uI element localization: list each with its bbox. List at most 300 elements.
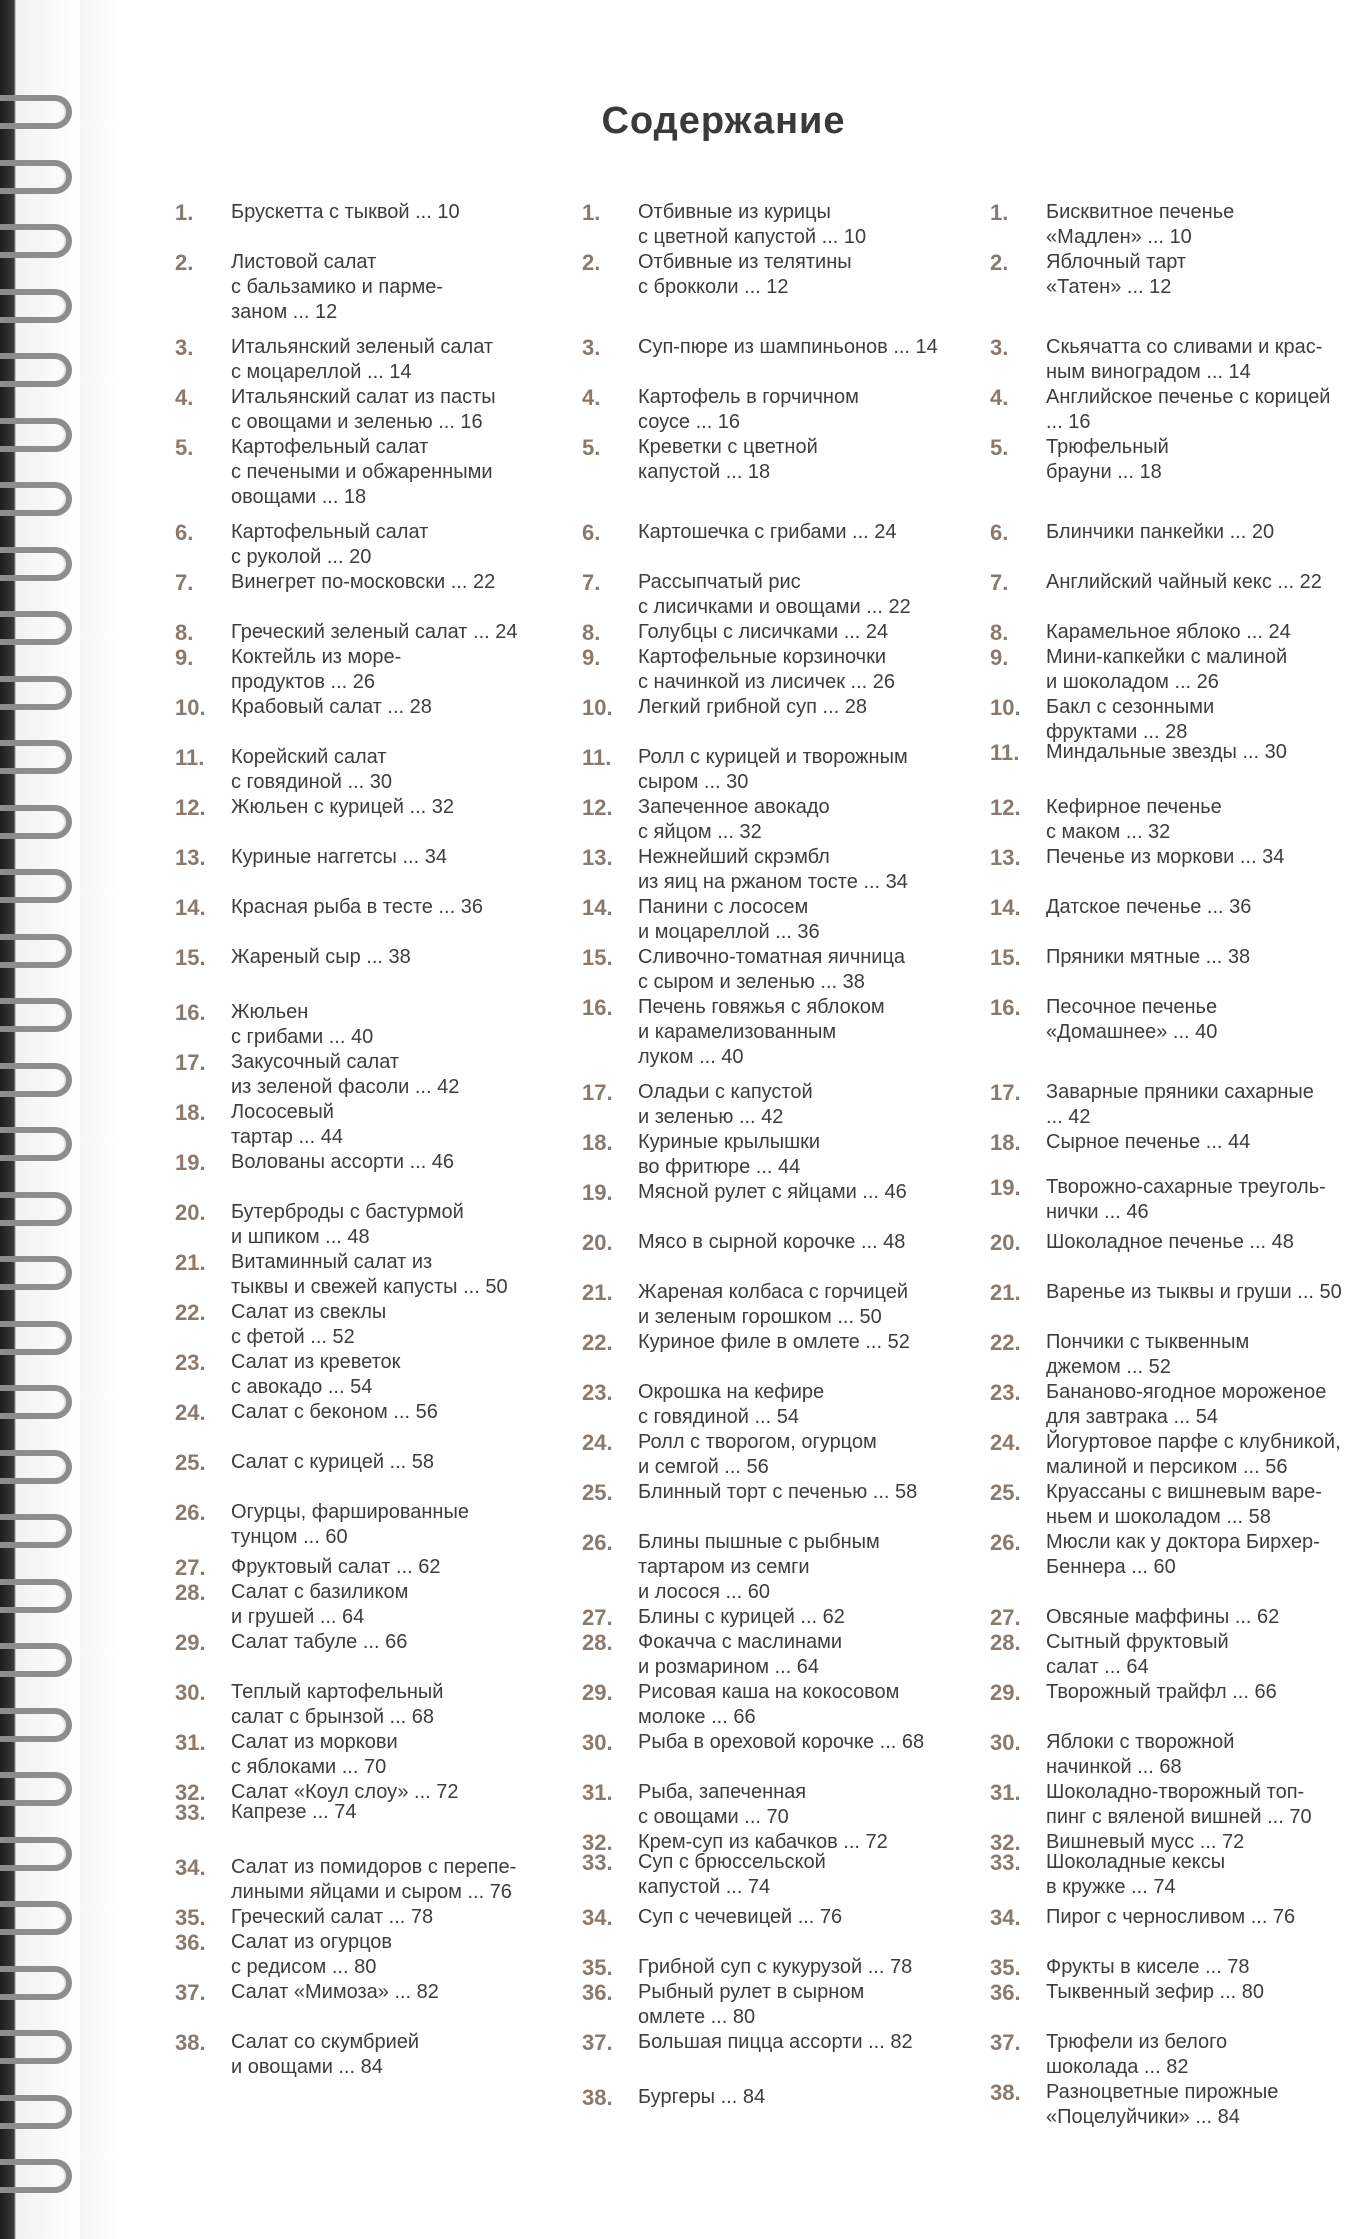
entry-number: 9.	[990, 645, 1009, 670]
contents-entry	[175, 1400, 555, 1425]
entry-number: 16.	[175, 1000, 206, 1025]
entry-number: 28.	[175, 1580, 206, 1605]
contents-entry	[175, 1350, 555, 1400]
contents-entry	[990, 1955, 1360, 1980]
entry-title: Куриные крылышки во фритюре ... 44	[638, 1131, 821, 1178]
entry-number: 16.	[582, 995, 613, 1020]
entry-number: 3.	[582, 335, 601, 360]
binding-ring	[0, 547, 72, 581]
entry-number: 29.	[990, 1680, 1021, 1705]
entry-number: 5.	[582, 435, 601, 460]
contents-entry	[990, 1380, 1360, 1430]
entry-title: Лососевый тартар ... 44	[231, 1101, 343, 1148]
contents-entry	[582, 1780, 962, 1830]
entry-number: 13.	[582, 845, 613, 870]
entry-title: Суп с брюссельской капустой ... 74	[638, 1851, 826, 1898]
entry-title: Картошечка с грибами ... 24	[638, 521, 897, 543]
binding-ring	[0, 482, 72, 516]
entry-title: Итальянский салат из пасты с овощами и зеленью ... 16	[231, 386, 496, 433]
entry-title: Мини-капкейки с малиной и шоколадом ... 26	[1046, 646, 1288, 693]
entry-title: Листовой салат с бальзамико и парме- заном ... 12	[231, 251, 443, 323]
entry-number: 7.	[990, 570, 1009, 595]
contents-entry	[175, 200, 555, 225]
contents-entry	[990, 1230, 1360, 1255]
entry-title: Коктейль из море- продуктов ... 26	[231, 646, 402, 693]
entry-number: 19.	[990, 1175, 1021, 1200]
binding-ring	[0, 611, 72, 645]
contents-entry	[175, 795, 555, 820]
contents-entry	[175, 1555, 555, 1580]
entry-title: Корейский салат с говядиной ... 30	[231, 746, 392, 793]
entry-number: 3.	[990, 335, 1009, 360]
contents-entry	[582, 1480, 962, 1505]
binding-ring	[0, 998, 72, 1032]
contents-entry	[582, 435, 962, 485]
binding-ring	[0, 418, 72, 452]
entry-number: 10.	[582, 695, 613, 720]
contents-entry	[990, 1175, 1360, 1225]
entry-number: 23.	[990, 1380, 1021, 1405]
entry-title: Творожный трайфл ... 66	[1046, 1681, 1277, 1703]
entry-number: 5.	[175, 435, 194, 460]
binding-ring	[0, 869, 72, 903]
entry-number: 6.	[582, 520, 601, 545]
contents-entry	[582, 745, 962, 795]
binding-ring	[0, 1901, 72, 1935]
binding-ring	[0, 353, 72, 387]
entry-title: Рыба, запеченная с овощами ... 70	[638, 1781, 807, 1828]
entry-title: Грибной суп с кукурузой ... 78	[638, 1956, 913, 1978]
binding-ring	[0, 1708, 72, 1742]
entry-number: 21.	[990, 1280, 1021, 1305]
entry-number: 2.	[582, 250, 601, 275]
entry-number: 37.	[582, 2030, 613, 2055]
entry-title: Волованы ассорти ... 46	[231, 1151, 455, 1173]
contents-entry	[175, 1980, 555, 2005]
entry-number: 7.	[175, 570, 194, 595]
contents-entry	[990, 845, 1360, 870]
contents-entry	[175, 1855, 555, 1905]
contents-entry	[582, 1080, 962, 1130]
entry-number: 4.	[175, 385, 194, 410]
entry-number: 8.	[175, 620, 194, 645]
contents-entry	[990, 2030, 1360, 2080]
entry-title: Итальянский зеленый салат с моцареллой ... 14	[231, 336, 494, 383]
contents-entry	[175, 1930, 555, 1980]
entry-number: 10.	[175, 695, 206, 720]
contents-entry	[582, 1680, 962, 1730]
contents-entry	[582, 645, 962, 695]
entry-number: 1.	[582, 200, 601, 225]
contents-entry	[582, 520, 962, 545]
contents-entry	[175, 1450, 555, 1475]
contents-entry	[990, 695, 1360, 745]
entry-title: Тыквенный зефир ... 80	[1046, 1981, 1265, 2003]
entry-title: Отбивные из телятины с брокколи ... 12	[638, 251, 852, 298]
contents-entry	[990, 645, 1360, 695]
contents-entry	[582, 1850, 962, 1900]
entry-title: Шоколадно-творожный топ- пинг с вяленой вишней ... 70	[1046, 1781, 1312, 1828]
contents-entry	[990, 435, 1360, 485]
entry-number: 9.	[582, 645, 601, 670]
entry-title: Жюльен с грибами ... 40	[231, 1001, 374, 1048]
entry-number: 31.	[175, 1730, 206, 1755]
contents-entry	[990, 1630, 1360, 1680]
entry-number: 20.	[175, 1200, 206, 1225]
contents-entry	[990, 1480, 1360, 1530]
contents-page	[80, 0, 1367, 2239]
entry-title: Рыба в ореховой корочке ... 68	[638, 1731, 925, 1753]
entry-title: Карамельное яблоко ... 24	[1046, 621, 1291, 643]
entry-title: Яблоки с творожной начинкой ... 68	[1046, 1731, 1235, 1778]
entry-number: 29.	[175, 1630, 206, 1655]
contents-entry	[990, 1730, 1360, 1780]
entry-title: Бананово-ягодное мороженое для завтрака ... 54	[1046, 1381, 1327, 1428]
contents-entry	[175, 1050, 555, 1100]
entry-title: Греческий салат ... 78	[231, 1906, 434, 1928]
entry-number: 34.	[582, 1905, 613, 1930]
contents-entry	[582, 695, 962, 720]
contents-entry	[582, 570, 962, 620]
entry-number: 8.	[582, 620, 601, 645]
entry-number: 18.	[175, 1100, 206, 1125]
contents-entry	[990, 520, 1360, 545]
entry-title: Красная рыба в тесте ... 36	[231, 896, 483, 918]
entry-title: Сырное печенье ... 44	[1046, 1131, 1251, 1153]
binding-ring	[0, 160, 72, 194]
contents-entry	[990, 2080, 1360, 2130]
entry-title: Мюсли как у доктора Бирхер- Беннера ... 60	[1046, 1531, 1320, 1578]
entry-title: Пирог с черносливом ... 76	[1046, 1906, 1296, 1928]
contents-entry	[582, 250, 962, 300]
entry-title: Жареная колбаса с горчицей и зеленым горошком ... 50	[638, 1281, 909, 1328]
contents-entry	[175, 385, 555, 435]
entry-number: 19.	[582, 1180, 613, 1205]
contents-entry	[582, 1630, 962, 1680]
binding-ring	[0, 95, 72, 129]
contents-entry	[990, 200, 1360, 250]
contents-entry	[175, 645, 555, 695]
contents-entry	[582, 1955, 962, 1980]
entry-number: 11.	[175, 745, 205, 770]
entry-title: Окрошка на кефире с говядиной ... 54	[638, 1381, 825, 1428]
entry-title: Рыбный рулет в сырном омлете ... 80	[638, 1981, 865, 2028]
contents-entry	[990, 1130, 1360, 1155]
entry-title: Ролл с курицей и творожным сыром ... 30	[638, 746, 908, 793]
entry-number: 26.	[175, 1500, 206, 1525]
entry-title: Креветки с цветной капустой ... 18	[638, 436, 818, 483]
binding-ring	[0, 2159, 72, 2193]
entry-title: Жареный сыр ... 38	[231, 946, 411, 968]
contents-entry	[990, 1850, 1360, 1900]
contents-entry	[175, 1500, 555, 1550]
contents-entry	[990, 570, 1360, 595]
contents-entry	[582, 1130, 962, 1180]
contents-entry	[582, 895, 962, 945]
contents-entry	[175, 2030, 555, 2080]
contents-entry	[582, 1180, 962, 1205]
entry-title: Салат с курицей ... 58	[231, 1451, 435, 1473]
entry-title: Творожно-сахарные треуголь- нички ... 46	[1046, 1176, 1326, 1223]
contents-entry	[175, 1150, 555, 1175]
entry-title: Блинчики панкейки ... 20	[1046, 521, 1275, 543]
entry-title: Брускетта с тыквой ... 10	[231, 201, 460, 223]
entry-number: 2.	[990, 250, 1009, 275]
entry-number: 30.	[990, 1730, 1021, 1755]
entry-number: 7.	[582, 570, 601, 595]
entry-title: Салат табуле ... 66	[231, 1631, 408, 1653]
entry-title: Салат из креветок с авокадо ... 54	[231, 1351, 401, 1398]
entry-number: 28.	[582, 1630, 613, 1655]
entry-title: Салат с беконом ... 56	[231, 1401, 438, 1423]
entry-title: Бисквитное печенье «Мадлен» ... 10	[1046, 201, 1235, 248]
contents-entry	[582, 335, 962, 360]
entry-number: 34.	[990, 1905, 1021, 1930]
entry-title: Теплый картофельный салат с брынзой ... 68	[231, 1681, 444, 1728]
entry-title: Нежнейший скрэмбл из яиц на ржаном тосте ... 34	[638, 846, 908, 893]
entry-number: 31.	[582, 1780, 613, 1805]
binding-ring	[0, 1256, 72, 1290]
entry-number: 17.	[990, 1080, 1021, 1105]
entry-number: 34.	[175, 1855, 206, 1880]
binding-ring	[0, 676, 72, 710]
entry-number: 17.	[175, 1050, 206, 1075]
entry-title: Шоколадные кексы в кружке ... 74	[1046, 1851, 1226, 1898]
contents-entry	[990, 335, 1360, 385]
entry-number: 29.	[582, 1680, 613, 1705]
entry-number: 26.	[582, 1530, 613, 1555]
entry-number: 11.	[582, 745, 612, 770]
contents-entry	[175, 570, 555, 595]
entry-number: 35.	[582, 1955, 613, 1980]
entry-number: 4.	[990, 385, 1009, 410]
binding-ring	[0, 1837, 72, 1871]
entry-title: Мясо в сырной корочке ... 48	[638, 1231, 906, 1253]
entry-number: 12.	[175, 795, 206, 820]
entry-title: Картофель в горчичном соусе ... 16	[638, 386, 859, 433]
entry-title: Огурцы, фаршированные тунцом ... 60	[231, 1501, 469, 1548]
entry-number: 27.	[175, 1555, 206, 1580]
entry-number: 23.	[582, 1380, 613, 1405]
entry-title: Жюльен с курицей ... 32	[231, 796, 454, 818]
entry-number: 37.	[990, 2030, 1021, 2055]
contents-entry	[175, 520, 555, 570]
entry-title: Мясной рулет с яйцами ... 46	[638, 1181, 907, 1203]
entry-number: 21.	[175, 1250, 206, 1275]
entry-title: Бакл с сезонными фруктами ... 28	[1046, 696, 1215, 743]
contents-entry	[175, 1200, 555, 1250]
entry-number: 4.	[582, 385, 601, 410]
contents-entry	[990, 1905, 1360, 1930]
contents-entry	[582, 795, 962, 845]
contents-entry	[582, 1530, 962, 1605]
entry-title: Запеченное авокадо с яйцом ... 32	[638, 796, 830, 843]
contents-entry	[582, 1605, 962, 1630]
entry-number: 30.	[175, 1680, 206, 1705]
contents-entry	[175, 1300, 555, 1350]
binding-ring	[0, 224, 72, 258]
entry-number: 38.	[175, 2030, 206, 2055]
entry-title: Большая пицца ассорти ... 82	[638, 2031, 913, 2053]
entry-title: Разноцветные пирожные «Поцелуйчики» ... 84	[1046, 2081, 1279, 2128]
entry-title: Голубцы с лисичками ... 24	[638, 621, 889, 643]
entry-title: Рисовая каша на кокосовом молоке ... 66	[638, 1681, 900, 1728]
binding-ring	[0, 1127, 72, 1161]
contents-entry	[175, 745, 555, 795]
binding-ring	[0, 934, 72, 968]
entry-title: Круассаны с вишневым варе- ньем и шоколадом ... 58	[1046, 1481, 1322, 1528]
entry-number: 17.	[582, 1080, 613, 1105]
binding-ring	[0, 1772, 72, 1806]
contents-entry	[175, 1100, 555, 1150]
entry-title: Фруктовый салат ... 62	[231, 1556, 441, 1578]
contents-entry	[582, 1330, 962, 1355]
entry-title: Яблочный тарт «Татен» ... 12	[1046, 251, 1187, 298]
contents-entry	[175, 1630, 555, 1655]
entry-title: Крабовый салат ... 28	[231, 696, 432, 718]
entry-number: 25.	[582, 1480, 613, 1505]
contents-entry	[175, 620, 555, 645]
contents-entry	[990, 1330, 1360, 1380]
entry-number: 27.	[582, 1605, 613, 1630]
entry-title: Суп-пюре из шампиньонов ... 14	[638, 336, 938, 358]
entry-title: Фрукты в киселе ... 78	[1046, 1956, 1250, 1978]
contents-entry	[175, 250, 555, 325]
contents-entry	[175, 335, 555, 385]
entry-number: 1.	[990, 200, 1009, 225]
entry-number: 14.	[175, 895, 206, 920]
entry-number: 23.	[175, 1350, 206, 1375]
contents-entry	[990, 1980, 1360, 2005]
contents-entry	[175, 1905, 555, 1930]
entry-title: Блины с курицей ... 62	[638, 1606, 845, 1628]
entry-number: 37.	[175, 1980, 206, 2005]
entry-title: Варенье из тыквы и груши ... 50	[1046, 1281, 1342, 1303]
entry-number: 24.	[990, 1430, 1021, 1455]
entry-number: 25.	[990, 1480, 1021, 1505]
entry-title: Салат со скумбрией и овощами ... 84	[231, 2031, 420, 2078]
entry-number: 6.	[175, 520, 194, 545]
entry-title: Сливочно-томатная яичница с сыром и зеленью ... 38	[638, 946, 906, 993]
entry-number: 18.	[582, 1130, 613, 1155]
contents-entry	[990, 1605, 1360, 1630]
contents-entry	[582, 945, 962, 995]
entry-title: Картофельный салат с руколой ... 20	[231, 521, 429, 568]
entry-title: Заварные пряники сахарные ... 42	[1046, 1081, 1314, 1128]
entry-title: Бутерброды с бастурмой и шпиком ... 48	[231, 1201, 464, 1248]
binding-ring	[0, 2095, 72, 2129]
entry-title: Датское печенье ... 36	[1046, 896, 1252, 918]
contents-entry	[175, 1580, 555, 1630]
entry-number: 27.	[990, 1605, 1021, 1630]
entry-title: Печенье из моркови ... 34	[1046, 846, 1285, 868]
entry-number: 1.	[175, 200, 194, 225]
entry-title: Салат «Мимоза» ... 82	[231, 1981, 439, 2003]
entry-title: Скьячатта со сливами и крас- ным виноградом ... 14	[1046, 336, 1323, 383]
entry-number: 33.	[175, 1800, 206, 1825]
contents-entry	[990, 250, 1360, 300]
contents-entry	[582, 2085, 962, 2110]
contents-entry	[582, 200, 962, 250]
entry-title: Йогуртовое парфе с клубникой, малиной и персиком ... 56	[1046, 1431, 1341, 1478]
entry-title: Оладьи с капустой и зеленью ... 42	[638, 1081, 813, 1128]
binding-ring	[0, 1321, 72, 1355]
entry-number: 10.	[990, 695, 1021, 720]
contents-entry	[175, 695, 555, 720]
entry-number: 9.	[175, 645, 194, 670]
entry-number: 32.	[582, 1830, 613, 1855]
entry-title: Салат из свеклы с фетой ... 52	[231, 1301, 387, 1348]
entry-title: Английское печенье с корицей ... 16	[1046, 386, 1331, 433]
contents-entry	[990, 385, 1360, 435]
contents-entry	[582, 385, 962, 435]
entry-title: Трюфельный брауни ... 18	[1046, 436, 1169, 483]
contents-entry	[175, 435, 555, 510]
entry-title: Фокачча с маслинами и розмарином ... 64	[638, 1631, 843, 1678]
entry-number: 38.	[990, 2080, 1021, 2105]
contents-entry	[582, 995, 962, 1070]
entry-number: 35.	[175, 1905, 206, 1930]
binding-ring	[0, 2030, 72, 2064]
entry-number: 22.	[582, 1330, 613, 1355]
binding-ring	[0, 1579, 72, 1613]
contents-entry	[582, 1230, 962, 1255]
binding-ring	[0, 1450, 72, 1484]
binding-ring	[0, 805, 72, 839]
entry-number: 25.	[175, 1450, 206, 1475]
contents-entry	[582, 1980, 962, 2030]
entry-number: 13.	[990, 845, 1021, 870]
contents-entry	[582, 620, 962, 645]
contents-entry	[990, 945, 1360, 970]
entry-number: 12.	[582, 795, 613, 820]
contents-entry	[582, 1280, 962, 1330]
entry-title: Греческий зеленый салат ... 24	[231, 621, 518, 643]
entry-number: 22.	[175, 1300, 206, 1325]
entry-title: Ролл с творогом, огурцом и семгой ... 56	[638, 1431, 877, 1478]
entry-number: 35.	[990, 1955, 1021, 1980]
entry-number: 36.	[582, 1980, 613, 2005]
entry-title: Печень говяжья с яблоком и карамелизованным луком ... 40	[638, 996, 885, 1068]
entry-title: Английский чайный кекс ... 22	[1046, 571, 1322, 593]
entry-number: 28.	[990, 1630, 1021, 1655]
contents-entry	[175, 1730, 555, 1780]
entry-number: 16.	[990, 995, 1021, 1020]
entry-title: Блины пышные с рыбным тартаром из семги и лосося ... 60	[638, 1531, 880, 1603]
contents-entry	[582, 1380, 962, 1430]
entry-number: 19.	[175, 1150, 206, 1175]
entry-title: Куриное филе в омлете ... 52	[638, 1331, 910, 1353]
entry-number: 38.	[582, 2085, 613, 2110]
binding-ring	[0, 740, 72, 774]
contents-entry	[175, 1000, 555, 1050]
contents-entry	[582, 1730, 962, 1755]
entry-number: 12.	[990, 795, 1021, 820]
entry-number: 30.	[582, 1730, 613, 1755]
entry-number: 36.	[990, 1980, 1021, 2005]
contents-entry	[990, 740, 1360, 765]
page-title: Содержание	[601, 100, 846, 142]
entry-title: Трюфели из белого шоколада ... 82	[1046, 2031, 1228, 2078]
binding-ring	[0, 1063, 72, 1097]
contents-entry	[175, 1680, 555, 1730]
entry-title: Песочное печенье «Домашнее» ... 40	[1046, 996, 1218, 1043]
entry-title: Салат из помидоров с перепе- лиными яйцами и сыром ... 76	[231, 1856, 517, 1903]
contents-entry	[990, 1080, 1360, 1130]
contents-entry	[990, 795, 1360, 845]
contents-entry	[175, 945, 555, 970]
contents-entry	[175, 895, 555, 920]
